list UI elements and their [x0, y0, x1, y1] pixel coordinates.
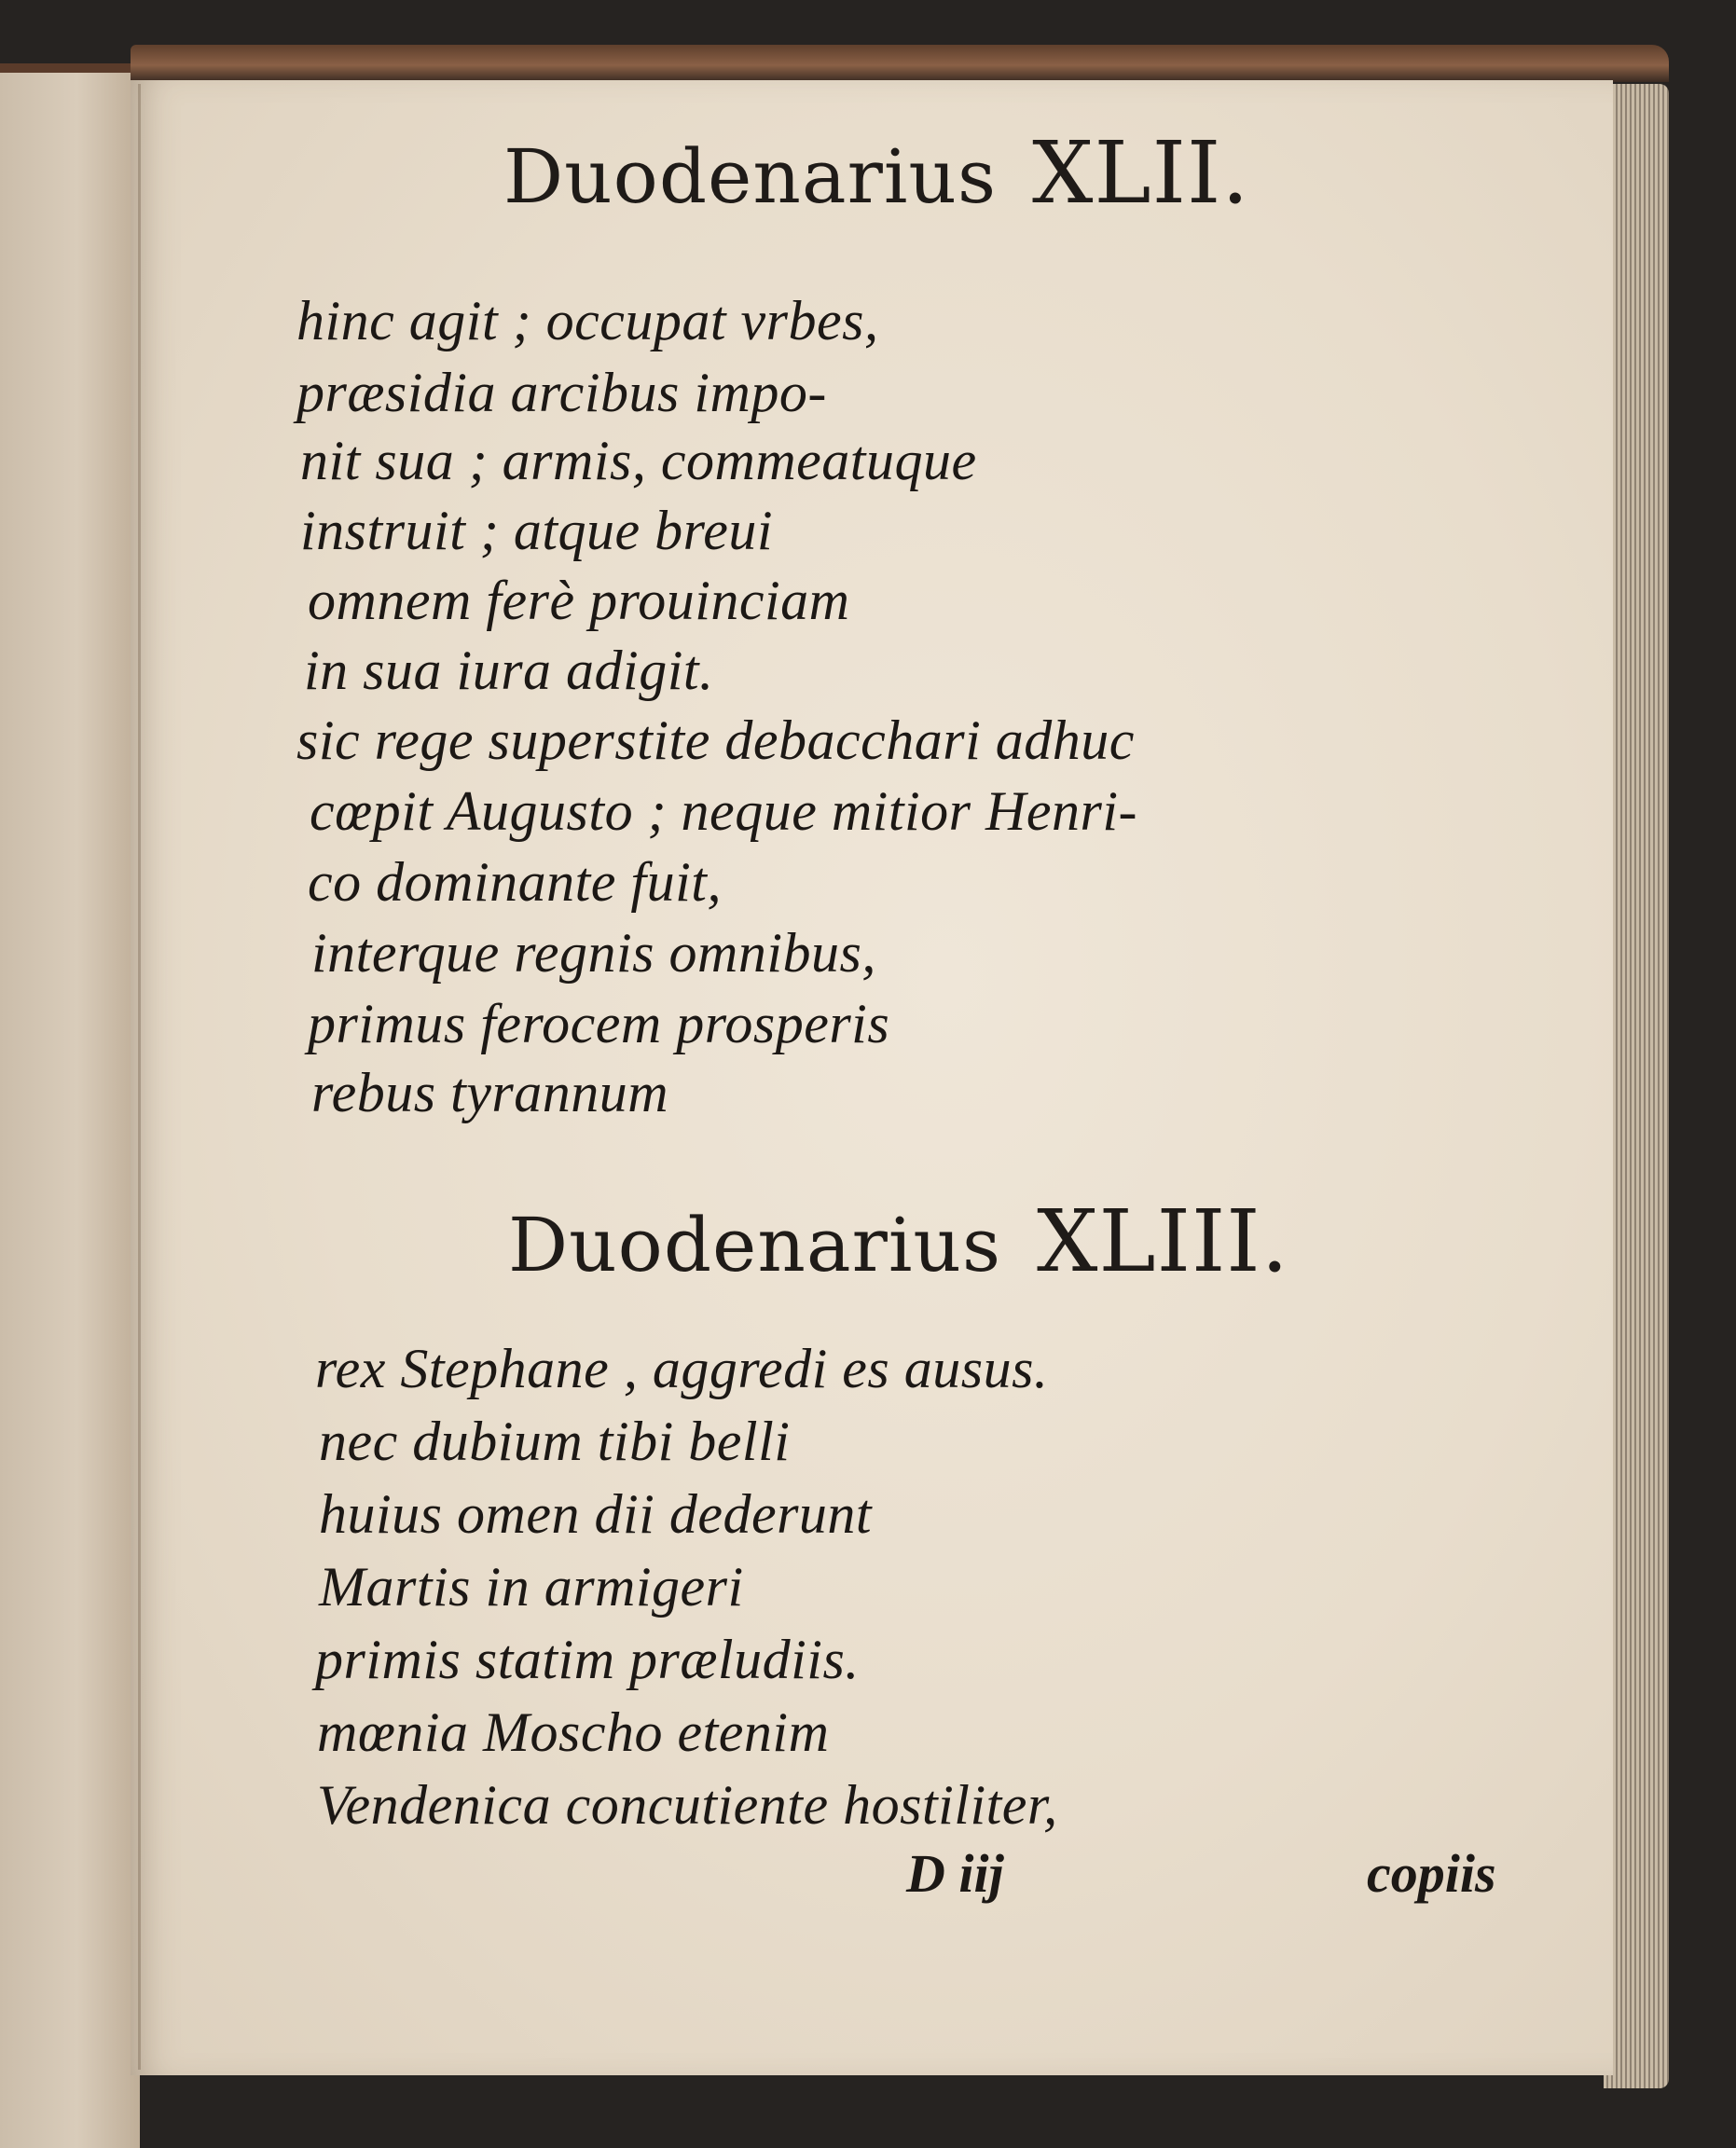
section-1-heading [503, 123, 1250, 223]
gutter-fold [138, 84, 141, 2070]
section-2-line: huius omen dii dederunt [319, 1483, 873, 1545]
signature-mark: D iij [906, 1843, 1004, 1904]
section-1-line: præsidia arcibus impo- [296, 362, 827, 423]
section-2-line: rex Stephane , aggredi es ausus. [315, 1338, 1049, 1399]
page-stack-edge [1604, 84, 1669, 2088]
section-1-line: cœpit Augusto ; neque mitior Henri- [310, 780, 1137, 842]
section-1-line: interque regnis omnibus, [311, 922, 876, 984]
catchword: copiis [1367, 1843, 1496, 1904]
section-2-line: primis statim præludiis. [315, 1629, 860, 1690]
section-1-line: primus ferocem prosperis [308, 993, 890, 1054]
section-1-title-number: XLII. [1032, 123, 1250, 223]
section-2-line: Vendenica concutiente hostiliter, [317, 1774, 1058, 1836]
section-1-title-word: Duodenarius [503, 133, 998, 220]
section-2-line: mœnia Moscho etenim [317, 1701, 830, 1763]
book-cover-edge [131, 45, 1669, 82]
section-1-line: instruit ; atque breui [300, 500, 774, 561]
section-2-title-number: XLIII. [1037, 1191, 1289, 1291]
section-1-line: in sua iura adigit. [304, 640, 714, 701]
section-1-line: nit sua ; armis, commeatuque [300, 430, 977, 491]
section-2-title-word: Duodenarius [508, 1202, 1002, 1288]
section-1-line: co dominante fuit, [308, 851, 722, 913]
section-2-line: Martis in armigeri [319, 1556, 744, 1618]
section-2-heading [508, 1191, 1289, 1291]
section-1-line: sic rege superstite debacchari adhuc [296, 709, 1135, 771]
section-1-line: hinc agit ; occupat vrbes, [296, 290, 879, 351]
left-page-edge [0, 63, 140, 2148]
section-1-line: omnem ferè prouinciam [308, 570, 850, 631]
section-1-line: rebus tyrannum [311, 1062, 669, 1123]
section-2-line: nec dubium tibi belli [319, 1411, 791, 1472]
